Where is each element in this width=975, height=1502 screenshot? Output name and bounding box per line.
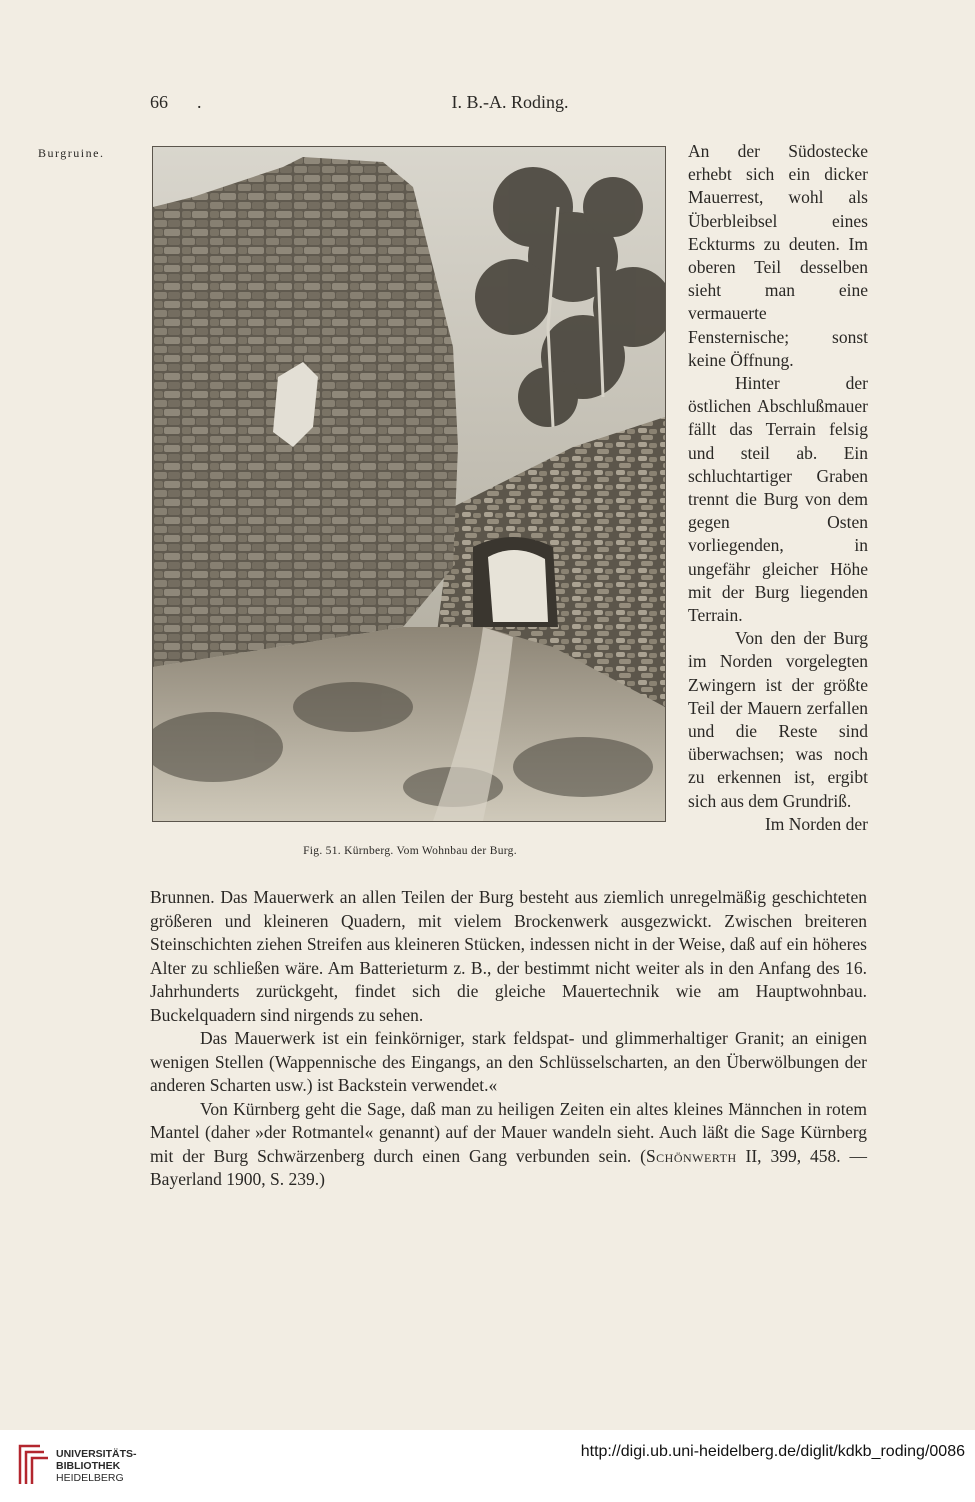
library-name — [56, 1448, 137, 1484]
body-paragraph-3-a: Von Kürnberg geht die Sage, daß man zu heiligen Zeiten ein altes kleines Männchen in rotem Mantel (daher »der Rotmantel« genannt) auf der Mauer wandeln sieht. Auch läßt die Sage Kürnberg mit der Burg Schwärzenberg durch einen Gang verbunden sein. ( — [150, 1098, 867, 1166]
head-dot: . — [197, 92, 202, 112]
body-paragraph-3 — [150, 1098, 867, 1192]
library-logo-icon — [10, 1440, 50, 1490]
side-paragraph-3: Von den der Burg im Norden vorgelegten Zwingern ist der größte Teil der Mauern zerfallen und die Reste sind überwachsen; was noch zu erkennen ist, ergibt sich aus dem Grundriß. — [688, 628, 868, 811]
side-paragraph-2: Hinter der östlichen Abschlußmauer fällt das Terrain felsig und steil ab. Ein schluchtartiger Graben trennt die Burg von dem gegen Osten vorliegenden, in ungefähr gleicher Höhe mit der Burg liegenden Terrain. — [688, 373, 868, 626]
castle-ruin-photo — [153, 147, 665, 821]
footer-url-link[interactable]: http://digi.ub.uni-heidelberg.de/diglit/kdkb_roding/0086 — [580, 1443, 965, 1460]
figure-caption: Fig. 51. Kürnberg. Vom Wohnbau der Burg. — [303, 845, 517, 857]
running-title: I. B.-A. Roding. — [451, 92, 569, 112]
side-paragraph-1: An der Südostecke erhebt sich ein dicker Mauerrest, wohl als Überbleibsel eines Eckturms zu deuten. Im oberen Teil desselben sieht man eine vermauerte Fensternische; sonst keine Öffnung. — [688, 141, 868, 370]
body-paragraph-3-b: II, 399, 458. — Bayerland 1900, S. 239.) — [150, 1145, 867, 1189]
side-paragraph-4: Im Norden der — [764, 813, 868, 834]
running-head — [150, 92, 870, 118]
page-number: 66 — [150, 92, 168, 112]
footer-bar — [0, 1430, 975, 1502]
body-paragraph-1: Brunnen. Das Mauerwerk an allen Teilen der Burg besteht aus ziemlich unregelmäßig geschichteten größeren und kleineren Quadern, mit vielem Brockenwerk ausgezwickt. Zwischen breiteren Steinschichten ziehen Streifen aus kleineren Stücken, indessen nicht in der Weise, daß auf ein höheres Alter zu schließen wäre. Am Batterieturm z. B., der bestimmt nicht weiter als in den Anfang des 16. Jahrhunderts zurückgeht, findet sich die gleiche Mauertechnik wie am Hauptwohnbau. Buckelquadern sind nirgends zu sehen. — [150, 887, 867, 1025]
body-paragraph-2: Das Mauerwerk ist ein feinkörniger, stark feldspat- und glimmerhaltiger Granit; an einigen wenigen Stellen (Wappennische des Eingangs, an den Schlüsselscharten, an den Überwölbungen der anderen Scharten usw.) ist Backstein verwendet.« — [150, 1028, 867, 1095]
body-text — [150, 886, 867, 1192]
library-line-2: BIBLIOTHEK — [56, 1460, 121, 1472]
figure-photo — [152, 146, 666, 822]
library-line-1: UNIVERSITÄTS- — [56, 1448, 137, 1460]
margin-note: Burgruine. — [38, 146, 105, 160]
library-line-3: HEIDELBERG — [56, 1472, 124, 1484]
author-smallcaps: Schönwerth — [645, 1145, 737, 1166]
side-column — [688, 140, 868, 836]
